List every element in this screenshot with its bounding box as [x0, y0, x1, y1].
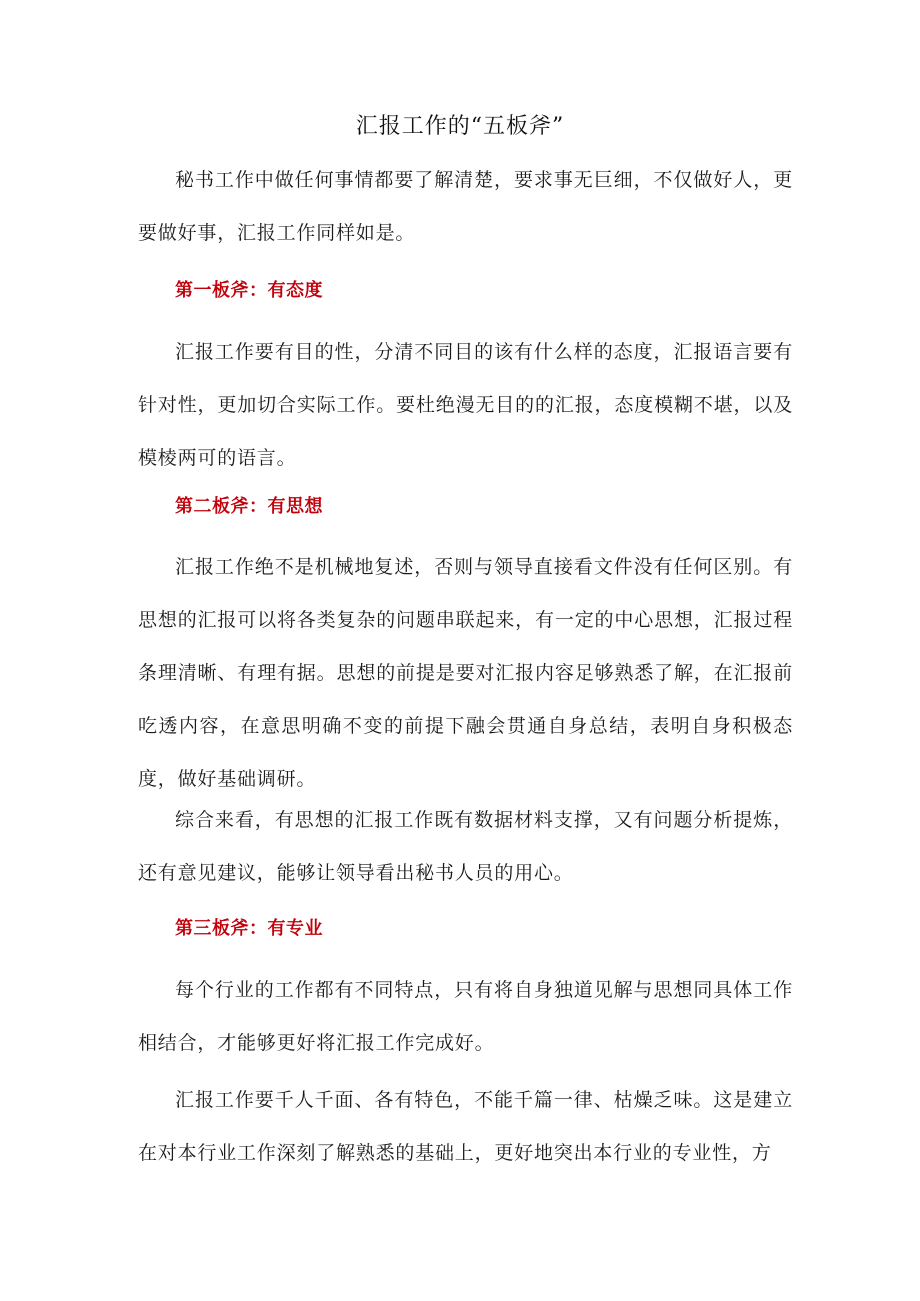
section-2-paragraph-2: 综合来看，有思想的汇报工作既有数据材料支撑，又有问题分析提炼，还有意见建议，能够让领导看出秘书人员的用心。	[138, 809, 793, 884]
section-3-paragraph-1: 每个行业的工作都有不同特点，只有将自身独道见解与思想同具体工作相结合，才能够更好将汇报工作完成好。	[138, 979, 793, 1054]
section-1-paragraph-1: 汇报工作要有目的性，分清不同目的该有什么样的态度，汇报语言要有针对性，更加切合实际工作。要杜绝漫无目的的汇报，态度模糊不堪，以及模棱两可的语言。	[138, 341, 793, 469]
intro-paragraph: 秘书工作中做任何事情都要了解清楚，要求事无巨细，不仅做好人，更要做好事，汇报工作同样如是。	[138, 169, 793, 244]
section-heading-3: 第三板斧：有专业	[175, 918, 323, 939]
section-heading-2: 第二板斧：有思想	[175, 496, 323, 517]
section-3-paragraph-2: 汇报工作要千人千面、各有特色，不能千篇一律、枯燥乏味。这是建立在对本行业工作深刻了解熟悉的基础上，更好地突出本行业的专业性，方	[138, 1089, 793, 1164]
section-2-paragraph-1: 汇报工作绝不是机械地复述，否则与领导直接看文件没有任何区别。有思想的汇报可以将各类复杂的问题串联起来，有一定的中心思想，汇报过程条理清晰、有理有据。思想的前提是要对汇报内容足够熟悉了解，在汇报前吃透内容，在意思明确不变的前提下融会贯通自身总结，表明自身积极态度，做好基础调研。	[138, 556, 793, 790]
page-title: 汇报工作的“五板斧”	[355, 114, 565, 139]
section-heading-1: 第一板斧：有态度	[175, 280, 323, 301]
